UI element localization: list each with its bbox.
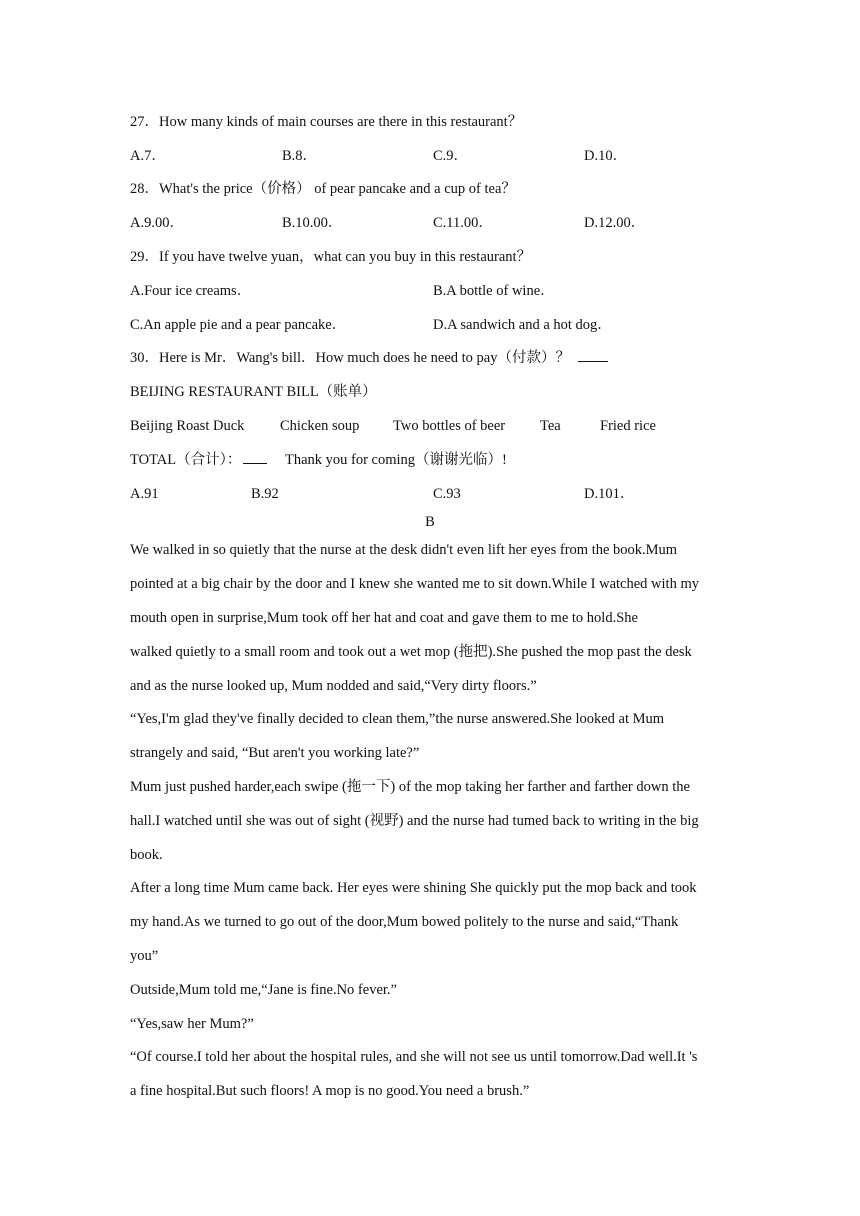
q30-option-b: B.92 — [251, 486, 279, 502]
passage-line: walked quietly to a small room and took out a wet mop (拖把).She pushed the mop past the desk — [130, 644, 692, 660]
passage-line: strangely and said, “But aren't you working late?” — [130, 745, 420, 761]
passage-line: pointed at a big chair by the door and I knew she wanted me to sit down.While I watched with my — [130, 576, 699, 592]
section-b-heading: B — [425, 514, 435, 530]
passage-line: hall.I watched until she was out of sight (视野) and the nurse had tumed back to writing in the big — [130, 813, 699, 829]
q30-option-d: D.101． — [584, 486, 635, 502]
passage-line: mouth open in surprise,Mum took off her hat and coat and gave them to me to hold.She — [130, 610, 638, 626]
q27-option-c: C.9． — [433, 148, 469, 164]
bill-thanks: Thank you for coming（谢谢光临）! — [284, 452, 507, 468]
passage-line: my hand.As we turned to go out of the door,Mum bowed politely to the nurse and said,“Thank — [130, 914, 679, 930]
bill-item: Two bottles of beer — [393, 418, 506, 434]
q27-option-d: D.10． — [584, 148, 628, 164]
question-28: 28．What's the price（价格） of pear pancake and a cup of tea？ — [130, 181, 516, 197]
q29-option-d: D.A sandwich and a hot dog． — [433, 317, 612, 333]
passage-line: “Yes,I'm glad they've finally decided to clean them,”the nurse answered.She looked at Mum — [130, 711, 665, 727]
bill-item: Chicken soup — [280, 418, 360, 434]
question-29: 29．If you have twelve yuan，what can you buy in this restaurant？ — [130, 249, 532, 265]
q28-option-a: A.9.00． — [130, 215, 184, 231]
passage-line: Outside,Mum told me,“Jane is fine.No fever.” — [130, 982, 397, 998]
q29-option-b: B.A bottle of wine． — [433, 283, 555, 299]
q27-option-b: B.8． — [282, 148, 318, 164]
q30-option-a: A.91 — [130, 486, 159, 502]
question-27: 27．How many kinds of main courses are there in this restaurant？ — [130, 114, 523, 130]
q27-option-a: A.7． — [130, 148, 166, 164]
passage-line: Mum just pushed harder,each swipe (拖一下) of the mop taking her farther and farther down the — [130, 779, 690, 795]
question-30 — [130, 348, 608, 368]
passage-line: “Of course.I told her about the hospital rules, and she will not see us until tomorrow.Dad well.It 's — [130, 1049, 698, 1065]
question-30-text: 30．Here is Mr．Wang's bill．How much does he need to pay（付款）？ — [130, 350, 570, 366]
bill-total-row — [130, 450, 507, 470]
q29-option-a: A.Four ice creams． — [130, 283, 252, 299]
q28-option-c: C.11.00． — [433, 215, 493, 231]
passage-line: a fine hospital.But such floors! A mop is no good.You need a brush.” — [130, 1083, 530, 1099]
q30-option-c: C.93 — [433, 486, 461, 502]
passage-line: After a long time Mum came back. Her eyes were shining She quickly put the mop back and took — [130, 880, 697, 896]
passage-line: “Yes,saw her Mum?” — [130, 1016, 254, 1032]
q28-option-b: B.10.00． — [282, 215, 343, 231]
answer-blank — [578, 348, 608, 362]
passage-line: you” — [130, 948, 159, 964]
passage-line: We walked in so quietly that the nurse at the desk didn't even lift her eyes from the book.Mum — [130, 542, 678, 558]
passage-line: and as the nurse looked up, Mum nodded and said,“Very dirty floors.” — [130, 678, 537, 694]
bill-item: Tea — [540, 418, 561, 434]
passage-line: book. — [130, 847, 163, 863]
bill-item: Fried rice — [600, 418, 656, 434]
q29-option-c: C.An apple pie and a pear pancake． — [130, 317, 347, 333]
q28-option-d: D.12.00． — [584, 215, 646, 231]
bill-title: BEIJING RESTAURANT BILL（账单） — [130, 384, 377, 400]
bill-item: Beijing Roast Duck — [130, 418, 245, 434]
total-blank — [243, 450, 267, 464]
bill-total-label: TOTAL（合计）： — [130, 452, 242, 468]
